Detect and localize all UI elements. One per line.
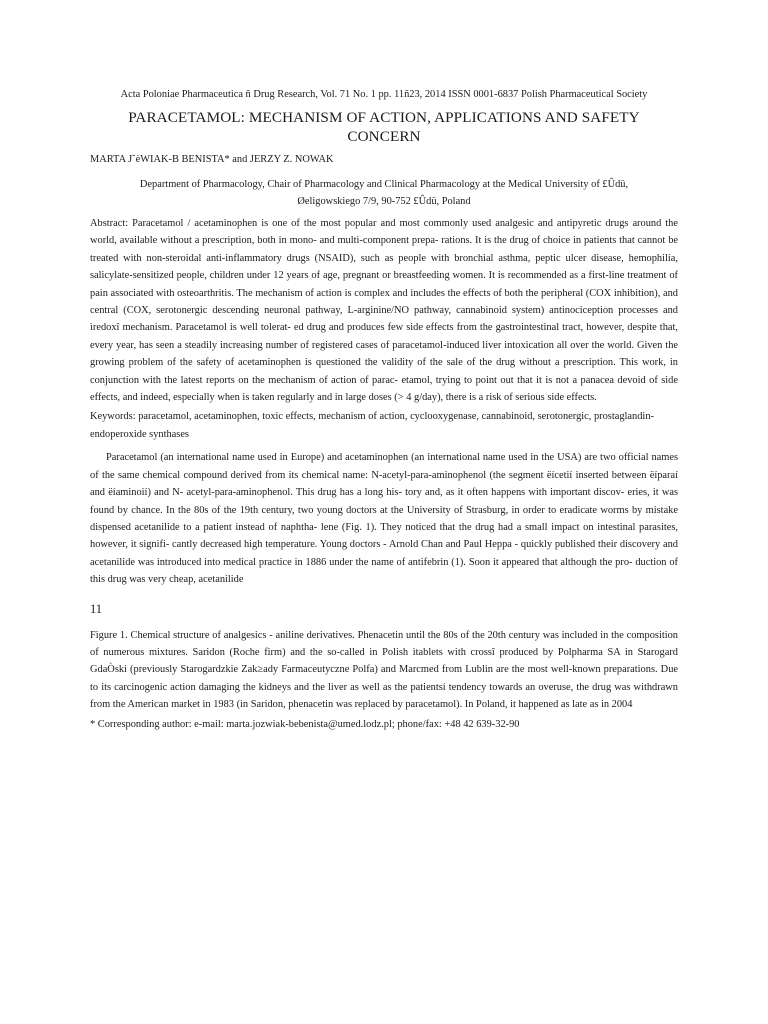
page-number: 11 — [90, 601, 103, 616]
paper-title: PARACETAMOL: MECHANISM OF ACTION, APPLICATIONS AND SAFETY CONCERN — [128, 109, 640, 145]
affiliation-line-1: Department of Pharmacology, Chair of Pharmacology and Clinical Pharmacology at the Medical University of £Ûdü, — [139, 179, 629, 190]
figure-caption: Figure 1. Chemical structure of analgesics - aniline derivatives. Phenacetin until the 80s of the 20th century was included in the composition of numerous mixtures. Saridon (Roche firm) and the so-called in Polish ìtablets with crossî produced by Polpharma SA in Starogard GdaÒski (previously Starogardzkie Zak≥ady Farmaceutyczne Polfa) and Marcmed from Lublin are the most well-known preparations. Due to its carcinogenic action damaging the kidneys and the liver as well as the patientsí tendency towards an overuse, the drug was withdrawn from the American market in 1983 (in Saridon, phenacetin was replaced by paracetamol). In Poland, it happened as late as in 2004 — [90, 629, 678, 711]
body-paragraph: Paracetamol (an international name used in Europe) and acetaminophen (an international name used in the USA) are two official names of the same chemical compound derived from its chemical name: N-acetyl-para-aminophenol (the segment ëícetií inserted between ëíparaí and ëíaminoií) and N- acetyl-para-aminophenol. This drug has a long his- tory and, as it often happens with important discov- eries, it was found by chance. In the 80s of the 19th century, two young doctors at the University of Strasburg, in order to eradicate worms by mistake dispensed acetanilide to a patient instead of naphtha- lene (Fig. 1). They noticed that the drug had a small impact on intestinal parasites, however, it signifi- cantly decreased high temperature. Young doctors - Arnold Chan and Paul Heppa - quickly published their discovery and acetanilide was introduced into medical practice in 1886 under the name of antifebrin (1). Soon it appeared that although the pro- duction of this drug was very cheap, acetanilide — [90, 452, 678, 586]
abstract: Abstract: Paracetamol / acetaminophen is one of the most popular and most commonly used analgesic and antipyretic drugs around the world, available without a prescription, both in mono- and multi-component prepa- rations. It is the drug of choice in patients that cannot be treated with non-steroidal anti-inflammatory drugs (NSAID), such as people with bronchial asthma, peptic ulcer disease, hemophilia, salicylate-sensitized people, children under 12 years of age, pregnant or breastfeeding women. It is recommended as a first-line treatment of pain associated with osteoarthritis. The mechanism of action is complex and includes the effects of both the peripheral (COX inhibition), and central (COX, serotonergic descending neuronal pathway, L-arginine/NO pathway, cannabinoid system) antinociception processes and ìredoxî mechanism. Paracetamol is well tolerat- ed drug and produces few side effects from the gastrointestinal tract, however, despite that, every year, has seen a steadily increasing number of registered cases of paracetamol-induced liver intoxication all over the world. Given the growing problem of the safety of acetaminophen is questioned the validity of the sale of the drug without a prescription. This work, in conjunction with the latest reports on the mechanism of action of parac- etamol, trying to point out that it is not a panacea devoid of side effects, and indeed, especially when is taken regularly and in large doses (> 4 g/day), there is a risk of serious side effects. — [90, 218, 678, 404]
affiliation-line-2: Øeligowskiego 7/9, 90-752 £Ûdü, Poland — [297, 196, 471, 207]
corresponding-author-footnote: * Corresponding author: e-mail: marta.jozwiak-bebenista@umed.lodz.pl; phone/fax: +48 42 639-32-90 — [90, 718, 520, 730]
affiliation — [90, 176, 678, 210]
keywords: Keywords: paracetamol, acetaminophen, toxic effects, mechanism of action, cyclooxygenase, cannabinoid, serotonergic, prostaglandin-endoperoxide synthases — [90, 411, 654, 440]
journal-header: Acta Poloniae Pharmaceutica ñ Drug Research, Vol. 71 No. 1 pp. 11ñ23, 2014 ISSN 0001-6837 Polish Pharmaceutical Society — [120, 89, 648, 100]
author-list: MARTA J˘èWIAK-B BENISTA* and JERZY Z. NOWAK — [90, 154, 334, 165]
paper-page — [90, 88, 678, 733]
